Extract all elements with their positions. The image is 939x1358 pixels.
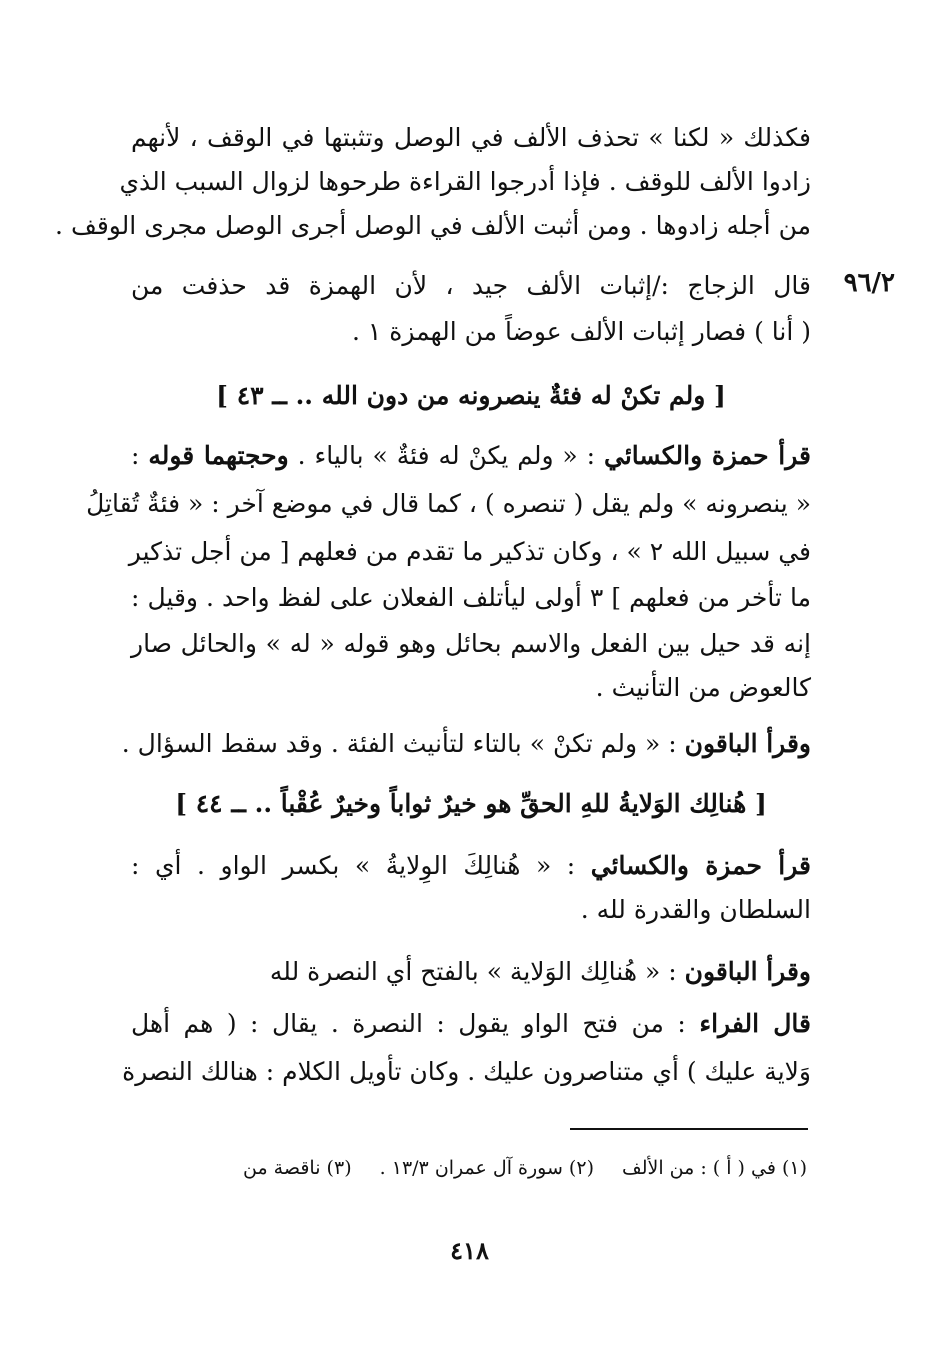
text-line: فكذلك « لكنا » تحذف الألف في الوصل وتثبتها في الوقف ، لأنهم [131,123,811,152]
text-line: ( أنا ) فصار إثبات الألف عوضاً من الهمزة ١ . [351,317,811,346]
argument-label: وحجتهما قوله [148,441,289,470]
text-span: : « ولم تكنْ » بالتاء لتأنيث الفئة . وقد سقط السؤال . [121,729,685,758]
footnote-2: (٢) سورة آل عمران ١٣/٣ . [379,1157,594,1179]
text-line [131,1004,811,1044]
text-line: السلطان والقدرة لله . [580,895,811,924]
reader-names: قرأ حمزة والكسائي [604,441,811,470]
text-span: : « ولم يكنْ له فئةٌ » بالياء . [288,441,604,470]
text-line: إنه قد حيل بين الفعل والاسم بحائل وهو قوله « له » والحائل صار [131,629,811,658]
footnotes [207,1152,807,1184]
page-number: ٤١٨ [450,1236,489,1265]
verse-heading: [ ولم تكنْ له فئةٌ ينصرونه من دون الله .. ــ ٤٣ ] [216,381,726,410]
text-line [131,952,811,992]
margin-reference: ٩٦/٢ [843,268,895,298]
text-line [131,436,811,476]
text-span: : من فتح الواو يقول : النصرة . يقال : ( هم أهل [131,1009,700,1038]
verse-heading: [ هُنالِك الوَلايةُ للهِ الحقِّ هو خيرٌ ثواباً وخيرٌ عُقْباً .. ــ ٤٤ ] [175,789,767,818]
text-line: من أجله زادوها . ومن أثبت الألف في الوصل أجرى الوصل مجرى الوقف . [55,211,811,240]
text-line [121,724,811,764]
footnote-divider [570,1128,808,1130]
scholar-name: قال الفراء [699,1009,811,1038]
text-span: : « هُنالِكَ الوِلايةُ » بكسر الواو . أي : [131,851,591,880]
text-line [131,846,811,886]
text-line: وَلاية عليك ) أي متناصرون عليك . وكان تأويل الكلام : هنالك النصرة [122,1057,811,1086]
text-line: زادوا الألف للوقف . فإذا أدرجوا القراءة طرحوها لزوال السبب الذي [119,167,811,196]
footnote-1: (١) في ( أ ) : من الألف [622,1157,807,1179]
text-line: قال الزجاج :/إثبات الألف جيد ، لأن الهمزة قد حذفت من [131,271,811,300]
reader-names: قرأ حمزة والكسائي [590,851,811,880]
text-line: كالعوض من التأنيث . [595,673,811,702]
reader-names: وقرأ الباقون [684,729,811,758]
text-line: « ينصرونه » ولم يقل ( تنصره ) ، كما قال في موضع آخر : « فئةٌ تُقاتِلُ [86,489,811,518]
footnote-3: (٣) ناقصة من [243,1157,352,1179]
reader-names: وقرأ الباقون [684,957,811,986]
text-span: : « هُنالِك الوَلاية » بالفتح أي النصرة لله [269,957,685,986]
text-line: في سبيل الله ٢ » ، وكان تذكير ما تقدم من فعلهم [ من أجل تذكير [128,537,811,566]
text-span: : [131,441,149,470]
text-line: ما تأخر من فعلهم ] ٣ أولى ليأتلف الفعلان على لفظ واحد . وقيل : [131,583,811,612]
